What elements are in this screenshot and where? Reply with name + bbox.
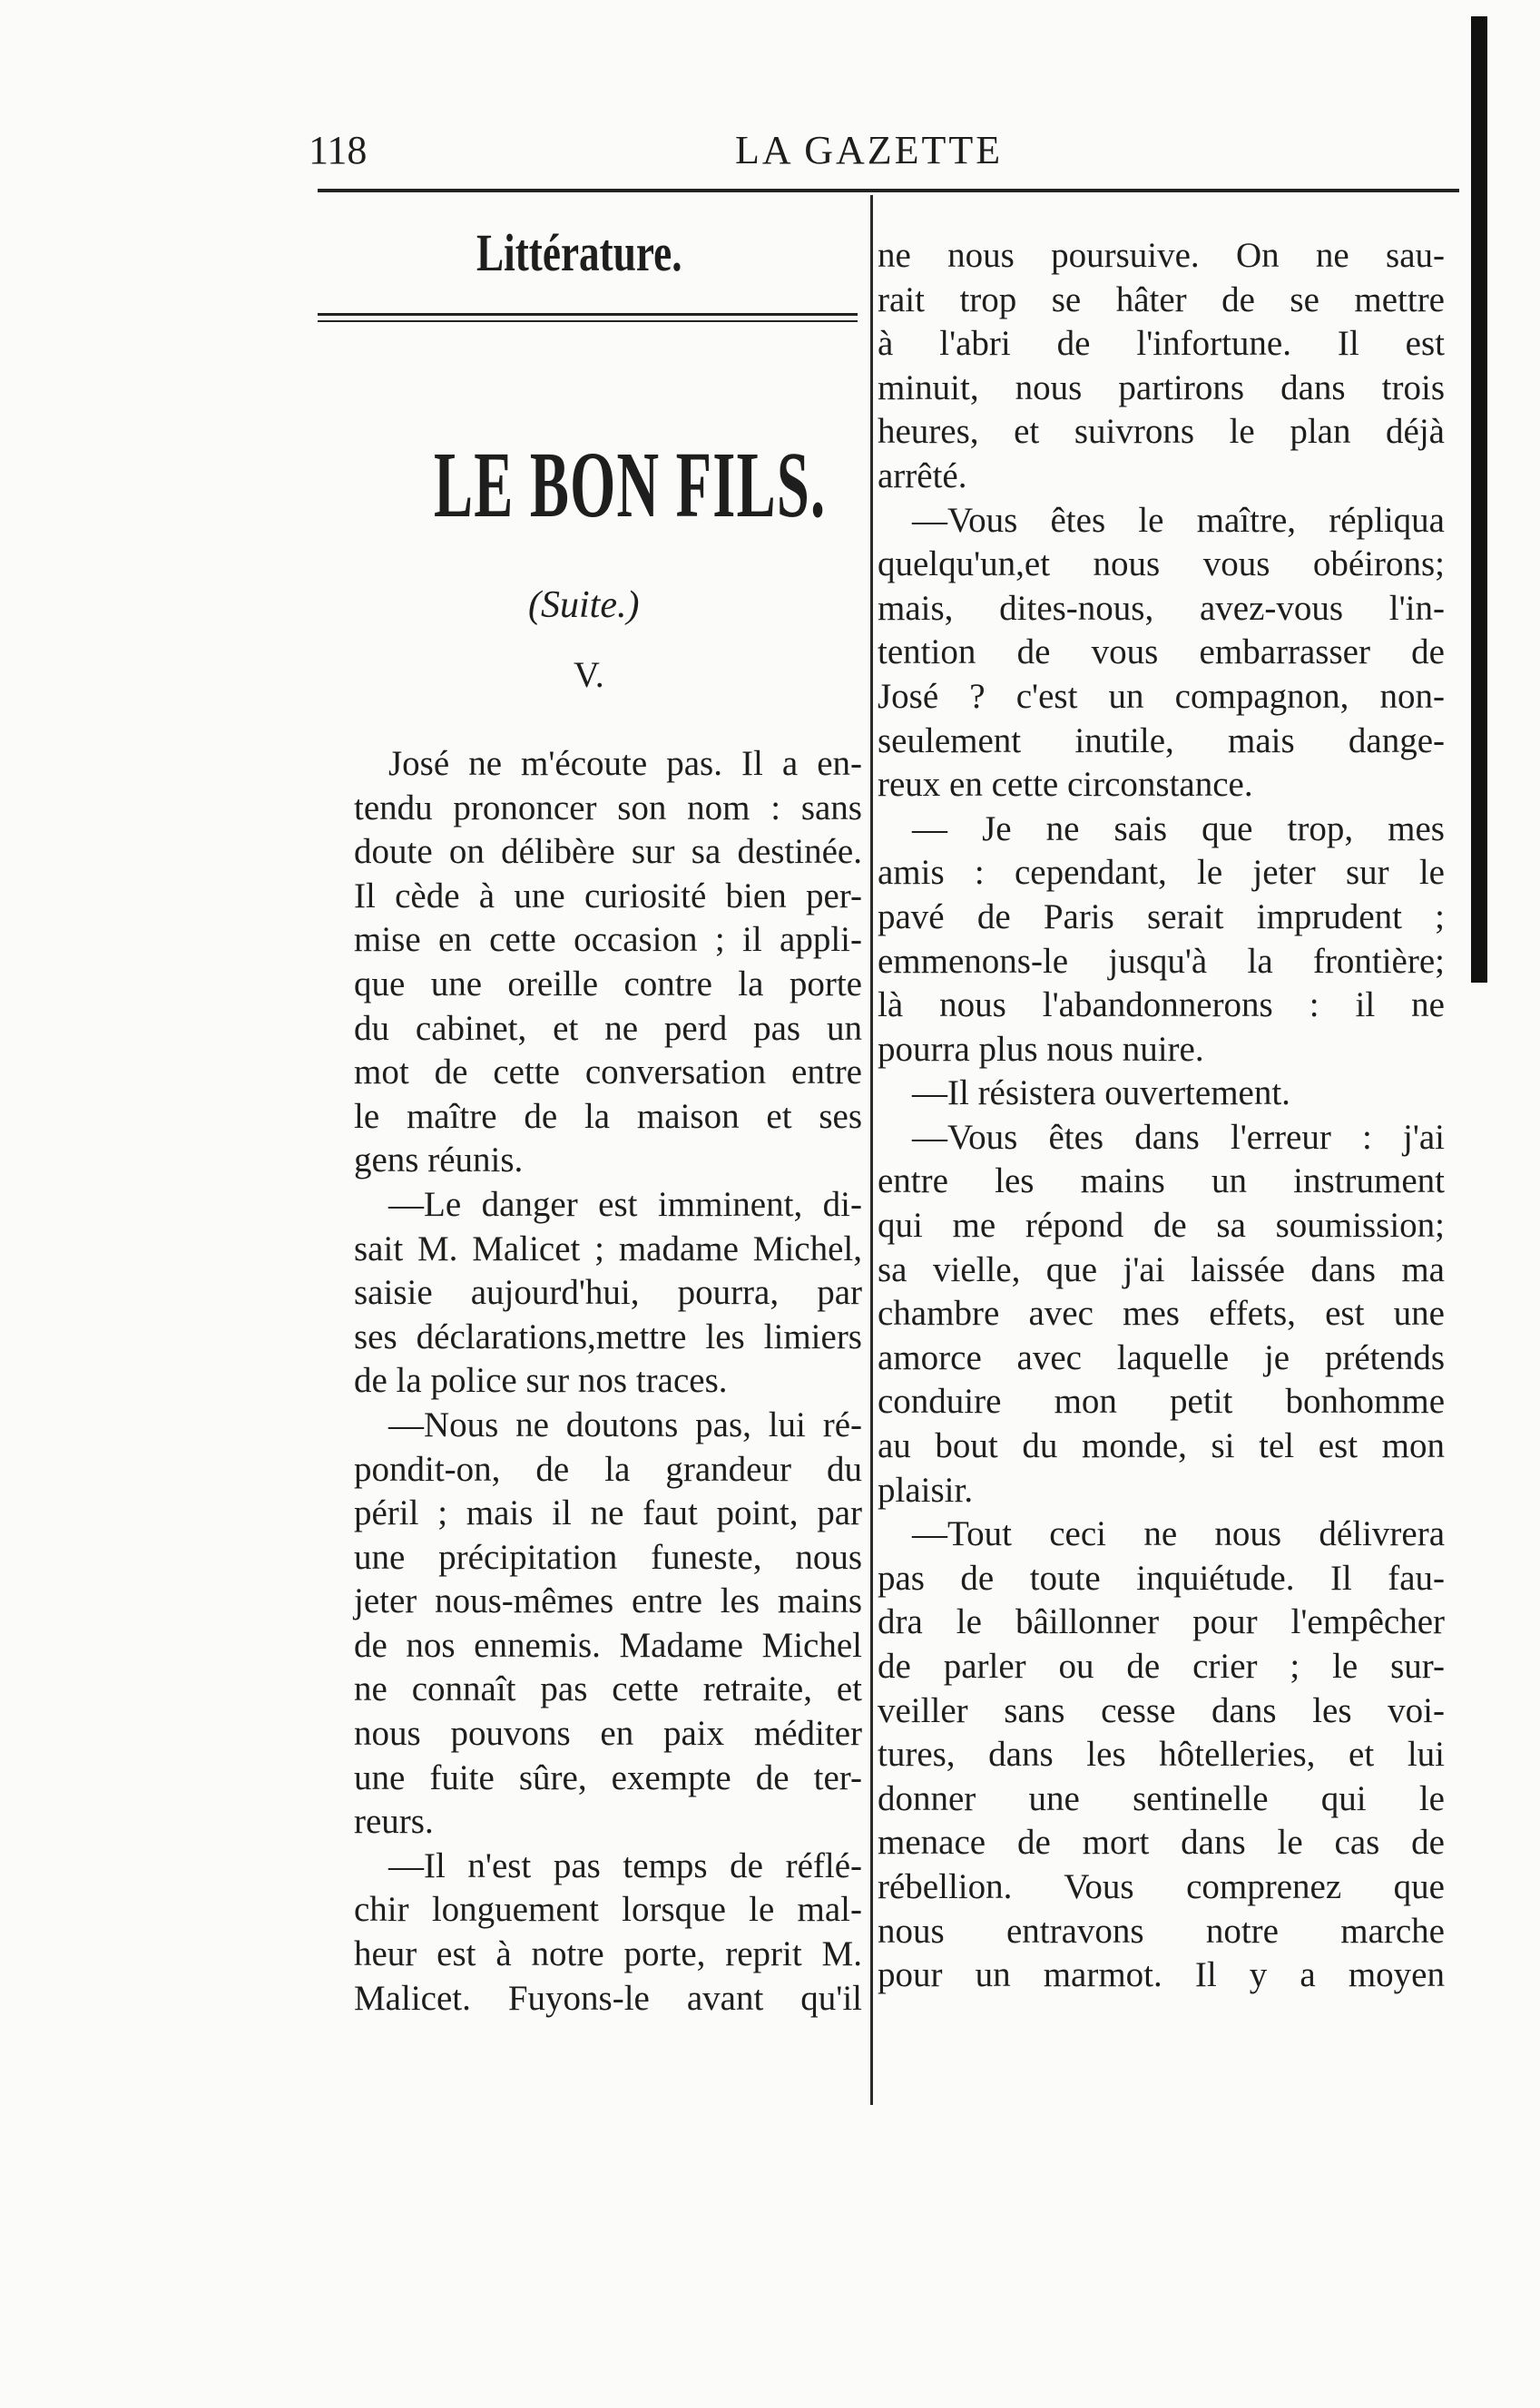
text-line: à l'abri de l'infortune. Il est <box>878 324 1445 364</box>
text-line: là nous l'abandonnerons : il ne <box>878 985 1445 1025</box>
text-line: rébellion. Vous comprenez que <box>878 1866 1445 1906</box>
text-line: Il cède à une curiosité bien per- <box>354 876 862 915</box>
text-line: menace de mort dans le cas de <box>878 1823 1445 1863</box>
text-line: de la police sur nos traces. <box>354 1361 728 1401</box>
text-line: saisie aujourd'hui, pourra, par <box>354 1273 862 1313</box>
right-column-text <box>878 234 1445 1998</box>
text-line: quelqu'un,et nous vous obéirons; <box>878 544 1445 584</box>
text-line: — Je ne sais que trop, mes <box>912 808 1445 848</box>
text-line: chir longuement lorsque le mal- <box>354 1890 862 1930</box>
text-line: conduire mon petit bonhomme <box>878 1382 1445 1422</box>
left-column-text <box>354 742 862 2021</box>
text-line: —Nous ne doutons pas, lui ré- <box>388 1405 862 1444</box>
scan-edge-bar <box>1471 16 1487 983</box>
text-line: heures, et suivrons le plan déjà <box>878 412 1445 452</box>
text-line: seulement inutile, mais dange- <box>878 720 1445 760</box>
text-line: Malicet. Fuyons-le avant qu'il <box>354 1978 862 2018</box>
text-line: nous pouvons en paix méditer <box>354 1714 862 1754</box>
text-line: arrêté. <box>878 455 967 495</box>
text-line: minuit, nous partirons dans trois <box>878 367 1445 407</box>
text-line: ne connaît pas cette retraite, et <box>354 1669 862 1709</box>
text-line: mot de cette conversation entre <box>354 1052 862 1092</box>
section-title: Littérature. <box>476 223 682 282</box>
text-line: reux en cette circonstance. <box>878 765 1253 805</box>
text-line: sa vielle, que j'ai laissée dans ma <box>878 1249 1445 1289</box>
text-line: sait M. Malicet ; madame Michel, <box>354 1228 862 1268</box>
text-line: reurs. <box>354 1802 434 1842</box>
text-line: —Vous êtes le maître, répliqua <box>912 500 1445 540</box>
text-line: amorce avec laquelle je prétends <box>878 1337 1445 1377</box>
text-line: tention de vous embarrasser de <box>878 632 1445 672</box>
text-line: gens réunis. <box>354 1140 524 1180</box>
section-rule-bottom <box>318 320 858 322</box>
text-line: ses déclarations,mettre les limiers <box>354 1317 862 1356</box>
text-line: pas de toute inquiétude. Il fau- <box>878 1558 1445 1598</box>
text-line: mise en cette occasion ; il appli- <box>354 920 862 960</box>
text-line: que une oreille contre la porte <box>354 964 862 1003</box>
text-line: José ? c'est un compagnon, non- <box>878 676 1445 716</box>
header-rule <box>318 189 1459 192</box>
text-line: —Vous êtes dans l'erreur : j'ai <box>912 1117 1445 1157</box>
text-line: rait trop se hâter de se mettre <box>878 279 1445 319</box>
text-line: ne nous poursuive. On ne sau- <box>878 236 1445 275</box>
story-title: LE BON FILS. <box>434 433 827 537</box>
story-subtitle: (Suite.) <box>528 584 640 626</box>
text-line: heur est à notre porte, reprit M. <box>354 1934 862 1974</box>
text-line: une précipitation funeste, nous <box>354 1537 862 1577</box>
text-line: de parler ou de crier ; le sur- <box>878 1647 1445 1686</box>
text-line: nous entravons notre marche <box>878 1911 1445 1951</box>
text-line: veiller sans cesse dans les voi- <box>878 1690 1445 1730</box>
text-line: emmenons-le jusqu'à la frontière; <box>878 941 1445 981</box>
text-line: mais, dites-nous, avez-vous l'in- <box>878 588 1445 628</box>
column-divider <box>870 195 873 2105</box>
text-line: péril ; mais il ne faut point, par <box>354 1493 862 1533</box>
text-line: qui me répond de sa soumission; <box>878 1206 1445 1246</box>
text-line: jeter nous-mêmes entre les mains <box>354 1581 862 1621</box>
text-line: plaisir. <box>878 1470 974 1510</box>
text-line: doute on délibère sur sa destinée. <box>354 832 862 872</box>
text-line: du cabinet, et ne perd pas un <box>354 1008 862 1048</box>
text-line: dra le bâillonner pour l'empêcher <box>878 1602 1445 1642</box>
text-line: pondit-on, de la grandeur du <box>354 1449 862 1489</box>
chapter-number: V. <box>574 654 604 695</box>
text-line: le maître de la maison et ses <box>354 1096 862 1136</box>
text-line: pour un marmot. Il y a moyen <box>878 1955 1445 1995</box>
text-line: pourra plus nous nuire. <box>878 1029 1204 1069</box>
text-line: tendu prononcer son nom : sans <box>354 788 862 827</box>
text-line: José ne m'écoute pas. Il a en- <box>388 744 862 783</box>
page-number: 118 <box>309 128 368 172</box>
text-line: tures, dans les hôtelleries, et lui <box>878 1735 1445 1775</box>
text-line: entre les mains un instrument <box>878 1161 1445 1201</box>
text-line: au bout du monde, si tel est mon <box>878 1426 1445 1466</box>
running-title: LA GAZETTE <box>735 128 1004 172</box>
text-line: chambre avec mes effets, est une <box>878 1294 1445 1334</box>
text-line: une fuite sûre, exempte de ter- <box>354 1757 862 1797</box>
text-line: —Il résistera ouvertement. <box>912 1073 1290 1113</box>
text-line: —Le danger est imminent, di- <box>388 1184 862 1224</box>
text-line: donner une sentinelle qui le <box>878 1778 1445 1818</box>
section-rule-top <box>318 313 858 316</box>
text-line: —Il n'est pas temps de réflé- <box>388 1845 862 1885</box>
text-line: de nos ennemis. Madame Michel <box>354 1625 862 1665</box>
page-header <box>309 127 1457 181</box>
text-line: —Tout ceci ne nous délivrera <box>912 1514 1445 1554</box>
text-line: amis : cependant, le jeter sur le <box>878 853 1445 893</box>
text-line: pavé de Paris serait imprudent ; <box>878 896 1445 936</box>
